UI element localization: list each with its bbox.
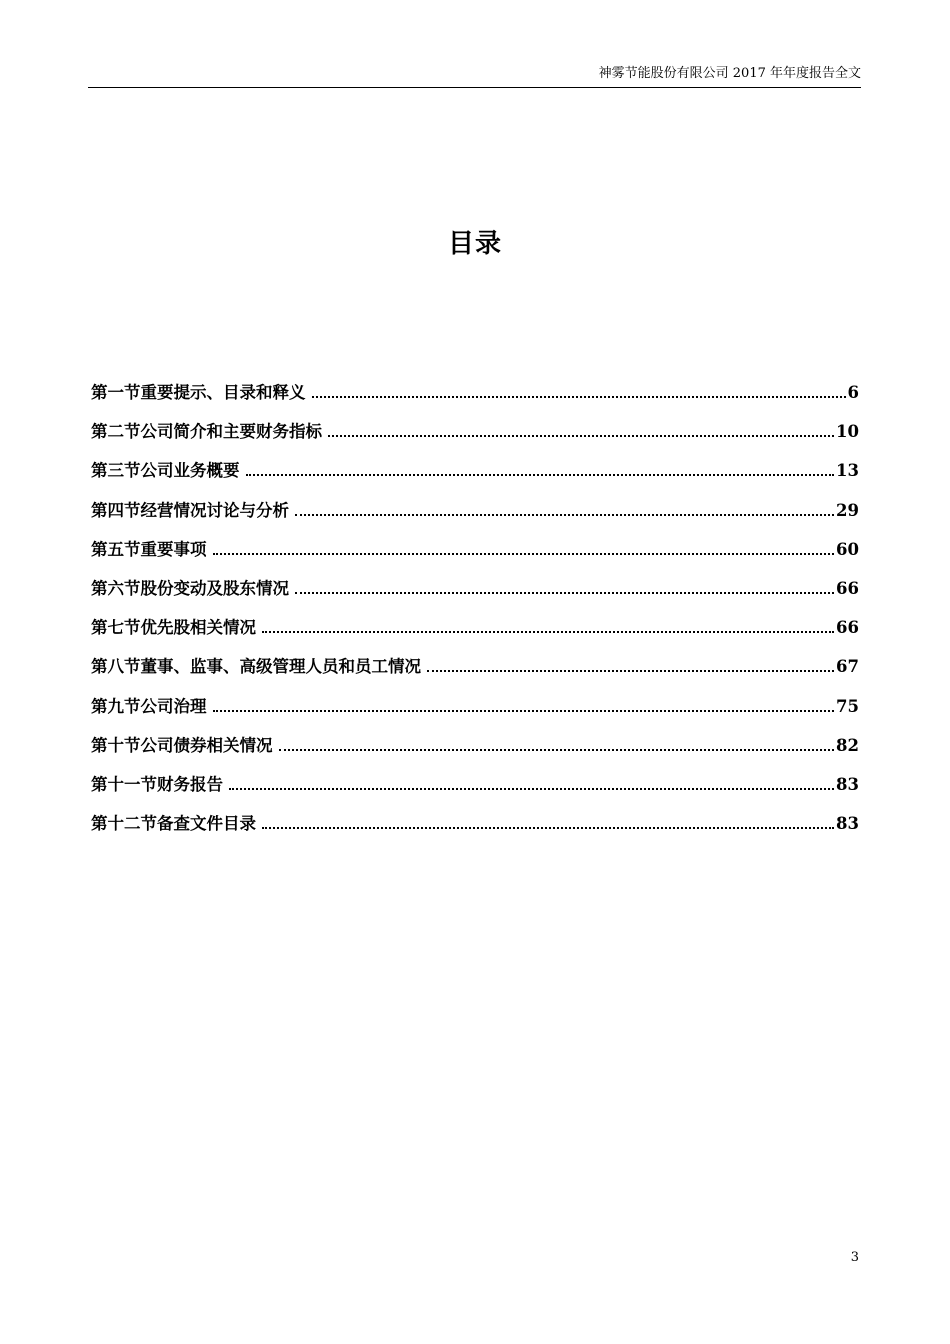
dot-leader (312, 396, 846, 398)
toc-entry-label: 第三节公司业务概要 (91, 461, 240, 481)
toc-entry-page: 29 (836, 500, 859, 520)
toc-entry-label: 第一节重要提示、目录和释义 (91, 383, 306, 402)
dot-leader (213, 710, 835, 712)
toc-entry-label: 第八节董事、监事、高级管理人员和员工情况 (91, 657, 421, 677)
toc-entry-section-8[interactable] (91, 654, 859, 693)
toc-entry-label: 第七节优先股相关情况 (91, 618, 256, 638)
toc-entry-label: 第十二节备查文件目录 (91, 814, 256, 834)
toc-entry-section-9[interactable] (91, 694, 859, 733)
dot-leader (262, 827, 834, 829)
dot-leader (295, 592, 834, 594)
toc-entry-section-5[interactable] (91, 537, 859, 576)
dot-leader (295, 514, 834, 516)
table-of-contents (91, 380, 859, 850)
toc-entry-page: 82 (836, 735, 859, 755)
toc-entry-label: 第二节公司简介和主要财务指标 (91, 422, 322, 442)
toc-entry-section-6[interactable] (91, 576, 859, 615)
toc-entry-page: 75 (836, 696, 859, 716)
toc-entry-section-12[interactable] (91, 811, 859, 850)
toc-entry-page: 66 (836, 578, 859, 598)
toc-entry-label: 第五节重要事项 (91, 539, 207, 559)
dot-leader (279, 749, 835, 751)
toc-entry-section-3[interactable] (91, 458, 859, 497)
dot-leader (213, 553, 835, 555)
toc-entry-section-1[interactable] (91, 380, 859, 419)
toc-entry-section-4[interactable] (91, 498, 859, 537)
toc-entry-section-11[interactable] (91, 772, 859, 811)
toc-entry-section-2[interactable] (91, 419, 859, 458)
dot-leader (328, 435, 834, 437)
toc-entry-page: 6 (847, 383, 859, 402)
dot-leader (427, 670, 834, 672)
toc-heading: 目录 (447, 229, 502, 259)
page-header (88, 64, 861, 88)
toc-entry-label: 第十一节财务报告 (91, 774, 223, 794)
toc-entry-page: 60 (836, 539, 859, 559)
toc-entry-page: 83 (836, 814, 859, 834)
toc-entry-label: 第九节公司治理 (91, 696, 207, 716)
report-title: 神雾节能股份有限公司 2017 年年度报告全文 (598, 66, 861, 81)
toc-entry-label: 第四节经营情况讨论与分析 (91, 500, 289, 520)
toc-entry-section-10[interactable] (91, 733, 859, 772)
page-number: 3 (850, 1250, 859, 1265)
toc-entry-section-7[interactable] (91, 615, 859, 654)
toc-entry-page: 13 (836, 461, 859, 481)
toc-entry-label: 第六节股份变动及股东情况 (91, 578, 289, 598)
toc-entry-label: 第十节公司债券相关情况 (91, 735, 273, 755)
dot-leader (262, 631, 834, 633)
toc-entry-page: 67 (836, 657, 859, 677)
toc-entry-page: 83 (836, 774, 859, 794)
dot-leader (246, 474, 835, 476)
toc-entry-page: 66 (836, 618, 859, 638)
dot-leader (229, 788, 834, 790)
toc-entry-page: 10 (836, 422, 859, 442)
